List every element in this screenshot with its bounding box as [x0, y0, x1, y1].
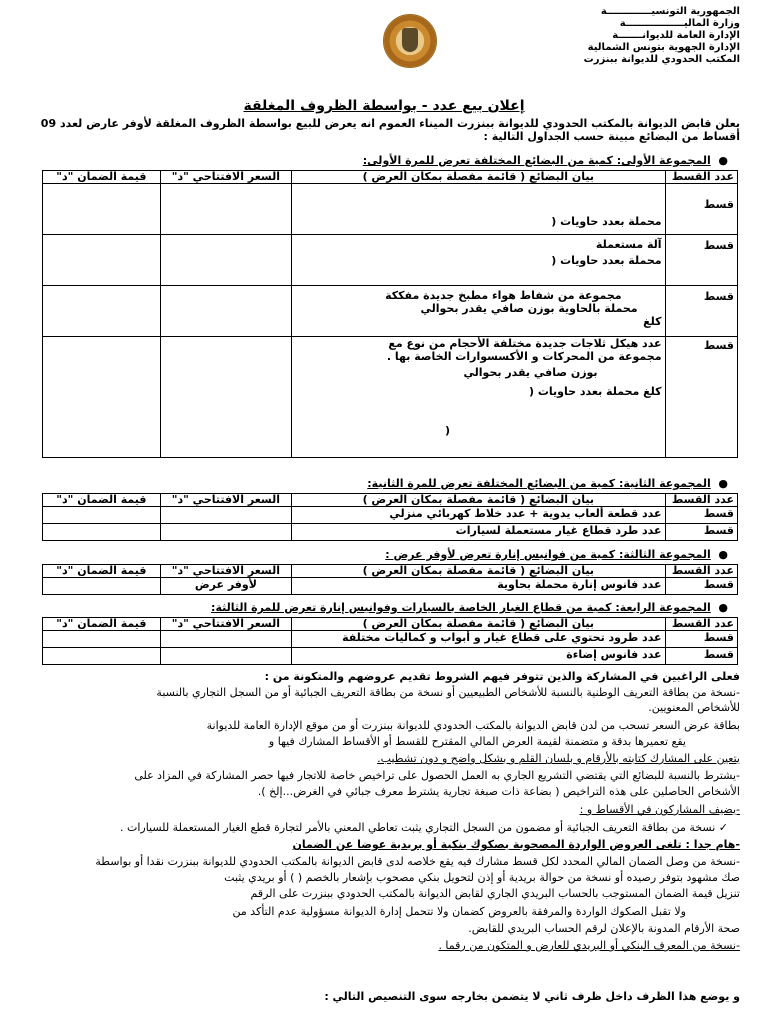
lot-cell: قسط [665, 286, 737, 337]
condition-line: ✓ نسخة من بطاقة التعريف الجبائية أو مضمون من السجل التجاري يثبت تعاطي المعني بالأمر لتجارة قطع الغيار المستعملة للسيارات . [119, 821, 728, 834]
desc-line: محملة بعدد حاويات ( [551, 215, 662, 228]
header-line: وزارة الماليـــــــــــــــــة [619, 18, 740, 29]
group2-table [42, 493, 738, 541]
lot-cell: قسط [665, 648, 737, 665]
group3-heading [385, 548, 728, 561]
guarantee-cell [43, 286, 161, 337]
condition-line: بطاقة عرض السعر تسحب من لدن قابض الديوانة بالمكتب الحدودي للديوانة ببنزرت أو من موقع الإدارة العامة للديوانة [206, 719, 740, 732]
guarantee-cell [43, 507, 161, 524]
ministry-header [584, 6, 740, 66]
col-goods-desc: بيان البضائع ( قائمة مفصلة بمكان العرض ) [292, 618, 666, 631]
condition-line: تنزيل قيمة الضمان المستوجب بالحساب البريدي الجاري لقابض الديوانة بالمكتب الحدودي ببنزرت على الرقم [250, 887, 740, 900]
group4-heading-text: المجموعة الرابعة: كمية من قطاع الغيار الخاصة بالسيارات وفوانيس إنارة تعرض للمرة الثالثة: [211, 601, 711, 614]
guarantee-cell [43, 337, 161, 458]
header-line: الإدارة العامة للديوانـــــــة [612, 30, 740, 41]
col-guarantee: قيمة الضمان "د" [43, 171, 161, 184]
col-goods-desc: بيان البضائع ( قائمة مفصلة بمكان العرض ) [292, 171, 666, 184]
col-opening-price: السعر الافتتاحي "د" [160, 618, 291, 631]
col-opening-price: السعر الافتتاحي "د" [160, 171, 291, 184]
desc-line: ) [445, 424, 451, 437]
price-cell [160, 631, 291, 648]
condition-line: يقع تعميرها بدقة و متضمنة لقيمة العرض المالي المقترح للقسط أو الأقساط المشارك فيها و [268, 735, 686, 748]
desc-cell [292, 235, 666, 286]
guarantee-cell [43, 648, 161, 665]
col-guarantee: قيمة الضمان "د" [43, 565, 161, 578]
col-lot-number: عدد القسط [665, 494, 737, 507]
price-cell [160, 184, 291, 235]
desc-cell: عدد طرد قطاع غيار مستعملة لسيارات [292, 524, 666, 541]
desc-line: مجموعة من المحركات و الأكسسوارات الخاصة بها . [386, 350, 662, 363]
price-cell [160, 286, 291, 337]
header-line: الجمهورية التونسيـــــــــــــة [600, 6, 740, 17]
table-row [43, 184, 738, 235]
group4-heading [211, 601, 728, 614]
intro-line-1: يعلن قابض الديوانة بالمكتب الحدودي للديوانة ببنزرت الميناء العموم انه يعرض للبيع بواسطة الظروف المغلقة لأوفر عارض لعدد 09 [40, 117, 740, 130]
lot-cell: قسط [665, 631, 737, 648]
lot-cell: قسط [665, 337, 737, 458]
col-goods-desc: بيان البضائع ( قائمة مفصلة بمكان العرض ) [292, 494, 666, 507]
guarantee-cell [43, 184, 161, 235]
condition-line: -نسخة من بطاقة التعريف الوطنية بالنسبة للأشخاص الطبيعيين أو نسخة من بطاقة التعريف الجبائية أو من السجل التجاري بالنسبة [156, 686, 740, 699]
customs-seal-logo [383, 14, 437, 68]
group3-heading-text: المجموعة الثالثة: كمية من فوانيس إنارة تعرض لأوفر عرض : [385, 548, 711, 561]
col-lot-number: عدد القسط [665, 171, 737, 184]
condition-line: ولا تقبل الصكوك الواردة والمرفقة بالعروض كضمان ولا تتحمل إدارة الديوانة مسؤولية عدم التأكد من [232, 905, 686, 918]
price-cell [160, 648, 291, 665]
table-row [43, 286, 738, 337]
header-line: الإدارة الجهوية بتونس الشمالية [587, 42, 740, 53]
desc-line: عدد هيكل ثلاجات جديدة مختلفة الأحجام من نوع مع [388, 337, 662, 350]
important-notice: -هام جدا : تلغى العروض الواردة المصحوبة بصكوك بنكية أو بريدية عوضا عن الضمان [292, 838, 740, 851]
lot-cell: قسط [665, 507, 737, 524]
table-row [43, 507, 738, 524]
col-lot-number: عدد القسط [665, 565, 737, 578]
desc-line [295, 398, 662, 424]
group1-heading [363, 154, 728, 167]
guarantee-cell [43, 235, 161, 286]
desc-cell: عدد فانوس إنارة محملة بحاوية [292, 578, 666, 595]
table-row [43, 648, 738, 665]
condition-line: صحة الأرقام المدونة بالإعلان لرقم الحساب البريدي للقابض. [468, 922, 740, 935]
col-opening-price: السعر الافتتاحي "د" [160, 494, 291, 507]
desc-cell [292, 286, 666, 337]
col-guarantee: قيمة الضمان "د" [43, 618, 161, 631]
price-cell [160, 507, 291, 524]
table-row [43, 524, 738, 541]
group2-heading [367, 477, 728, 490]
guarantee-cell [43, 578, 161, 595]
desc-line [295, 184, 662, 197]
desc-line: بوزن صافي يقدر بحوالي [463, 366, 598, 379]
desc-line: مجموعة من شفاط هواء مطبخ جديدة مفككة [385, 289, 622, 302]
table-row [43, 578, 738, 595]
condition-line: -يشترط بالنسبة للبضائع التي يقتضي التشريع الجاري به العمل الحصول على تراخيص خاصة للاتجار فيها حصر المشاركة في المزاد على [134, 769, 740, 782]
condition-line: يتعين على المشارك كتابته بالأرقام و بلسان القلم و بشكل واضح و دون تشطيب. [377, 752, 740, 765]
table-row [43, 235, 738, 286]
guarantee-cell [43, 524, 161, 541]
condition-line: صك مشهود بتوفر رصيده أو نسخة من حوالة بريدية أو إذن لتحويل بنكي مصحوب بإشعار بالخصم ( ) أو بريدي يثبت [224, 871, 740, 884]
table-row [43, 631, 738, 648]
lot-cell: قسط [665, 578, 737, 595]
bullet-icon: ● [710, 477, 728, 490]
table-row [43, 337, 738, 458]
condition-line: -يضيف المشاركون في الأقساط و : [579, 803, 740, 816]
intro-line-2: أقساط من البضائع مبينة حسب الجداول التالية : [483, 130, 740, 143]
condition-line: الأشخاص الحاصلين على هذه التراخيص ( بضاعة ذات صبغة تجارية يشترط معرف جبائي في الغرض...إلخ ). [257, 785, 740, 798]
price-cell: لأوفر عرض [160, 578, 291, 595]
desc-line: كلغ [643, 315, 662, 328]
col-lot-number: عدد القسط [665, 618, 737, 631]
group2-heading-text: المجموعة الثانية: كمية من البضائع المختلفة تعرض للمرة الثانية: [367, 477, 711, 490]
condition-line: -نسخة من المعرف البنكي أو البريدي للعارض و المتكون من رقما . [438, 939, 740, 952]
desc-cell: عدد قطعة ألعاب يدوية + عدد خلاط كهربائي منزلي [292, 507, 666, 524]
bullet-icon: ● [710, 154, 728, 167]
envelope-instruction: و يوضع هذا الظرف داخل ظرف ثاني لا يتضمن بخارجه سوى التنصيص التالي : [324, 990, 740, 1003]
desc-cell [292, 184, 666, 235]
lot-cell: قسط [665, 184, 737, 235]
group1-heading-text: المجموعة الأولى: كمية من البضائع المختلفة تعرض للمرة الأولى: [362, 154, 711, 167]
desc-cell: عدد فانوس إضاءة [292, 648, 666, 665]
price-cell [160, 524, 291, 541]
price-cell [160, 337, 291, 458]
col-guarantee: قيمة الضمان "د" [43, 494, 161, 507]
col-goods-desc: بيان البضائع ( قائمة مفصلة بمكان العرض ) [292, 565, 666, 578]
lot-cell: قسط [665, 524, 737, 541]
desc-line: محملة بالحاوية بوزن صافي يقدر بحوالي [420, 302, 638, 315]
group1-table [42, 170, 738, 458]
header-line: المكتب الحدودي للديوانة ببنزرت [583, 54, 740, 65]
announcement-title: إعلان بيع عدد - بواسطة الظروف المغلقة [243, 98, 525, 114]
desc-cell: عدد طرود تحتوي على قطاع غيار و أبواب و كماليات مختلفة [292, 631, 666, 648]
desc-line: محملة بعدد حاويات ( [551, 254, 662, 267]
guarantee-cell [43, 631, 161, 648]
condition-line: للأشخاص المعنويين. [648, 701, 740, 714]
bullet-icon: ● [710, 601, 728, 614]
group4-table [42, 617, 738, 665]
conditions-intro: فعلى الراغبين في المشاركة والذين تتوفر فيهم الشروط تقديم عروضهم والمتكونة من : [264, 670, 740, 683]
desc-line: آلة مستعملة [595, 238, 662, 251]
lot-cell: قسط [665, 235, 737, 286]
col-opening-price: السعر الافتتاحي "د" [160, 565, 291, 578]
group3-table [42, 564, 738, 595]
desc-cell [292, 337, 666, 458]
price-cell [160, 235, 291, 286]
condition-line: -نسخة من وصل الضمان المالي المحدد لكل قسط مشارك فيه يقع خلاصه لدى قابض الديوانة بالمكتب الحدودي للديوانة ببنزرت نقدا أو بواسطة [95, 855, 740, 868]
bullet-icon: ● [710, 548, 728, 561]
desc-line: كلغ محملة بعدد حاويات ( [528, 385, 662, 398]
